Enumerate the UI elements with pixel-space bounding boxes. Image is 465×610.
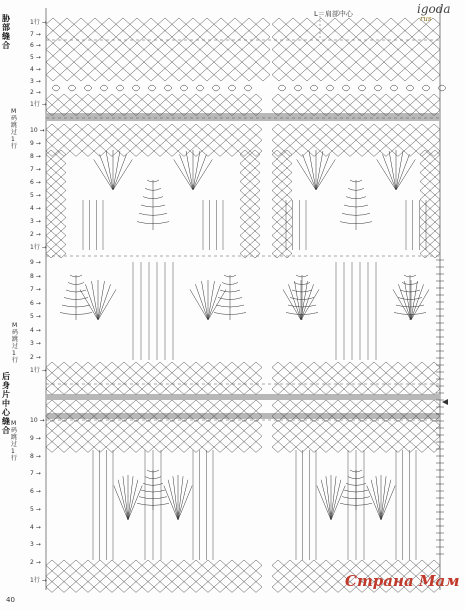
row-number: 2 → bbox=[30, 353, 41, 361]
fan-motif bbox=[367, 475, 395, 520]
row-number: 3 → bbox=[30, 218, 41, 225]
row-number: 4 → bbox=[30, 523, 41, 531]
row-number: 7 → bbox=[30, 286, 41, 293]
fan-motif bbox=[317, 475, 345, 520]
m-size-skip-label-2: M码跳过1行 bbox=[12, 322, 19, 364]
row-number: 5 → bbox=[30, 54, 41, 62]
row-number: 10 → bbox=[30, 127, 45, 134]
igoda-watermark: igoda bbox=[417, 2, 451, 16]
row-number: 1行 → bbox=[30, 19, 47, 26]
row-number: 10 → bbox=[30, 417, 45, 424]
stitch-pillars bbox=[296, 450, 316, 560]
pineapple-motif bbox=[137, 180, 169, 230]
lattice-mesh-b4 bbox=[46, 420, 262, 452]
stitch-pillars bbox=[83, 200, 103, 250]
row-number: 6 → bbox=[30, 42, 41, 50]
edge-mesh bbox=[46, 150, 66, 258]
row-number: 5 → bbox=[30, 505, 41, 513]
row-number: 8 → bbox=[30, 153, 41, 160]
stitch-pillars bbox=[286, 200, 306, 250]
fan-motif bbox=[283, 280, 319, 320]
edge-mesh bbox=[272, 150, 292, 258]
pineapple-motif bbox=[340, 180, 372, 230]
row-number: 4 → bbox=[30, 65, 41, 73]
row-number: 8 → bbox=[30, 272, 41, 280]
stitch-pillars bbox=[193, 450, 213, 560]
m-size-skip-label-3: M码跳过1行 bbox=[11, 420, 18, 462]
row-number: 7 → bbox=[30, 30, 41, 38]
fan-motif bbox=[164, 475, 192, 520]
lattice-mesh-b3 bbox=[272, 362, 440, 394]
lattice-mesh-b3 bbox=[46, 362, 262, 394]
row-number: 9 → bbox=[30, 434, 41, 442]
lattice-mesh-top bbox=[272, 18, 440, 81]
row-number: 1行 → bbox=[30, 577, 47, 584]
row-number: 6 → bbox=[30, 488, 41, 496]
pineapple-motif bbox=[340, 470, 372, 510]
row-number: 5 → bbox=[30, 313, 41, 320]
edge-mesh bbox=[240, 150, 260, 258]
strana-mam-logo: Страна Мам bbox=[345, 572, 460, 590]
lattice-mesh-lower bbox=[272, 94, 440, 116]
shell-row bbox=[278, 85, 446, 91]
stitch-pillars bbox=[203, 200, 223, 250]
m-size-skip-label-1: M码跳过1行 bbox=[11, 108, 18, 150]
back-center-seam-title: 后身片中心缝合 bbox=[2, 372, 10, 435]
pineapple-motif bbox=[214, 275, 246, 320]
row-number: 5 → bbox=[30, 192, 41, 199]
row-number: 2 → bbox=[30, 559, 41, 567]
row-number: 4 → bbox=[30, 205, 41, 212]
shaded-band bbox=[46, 113, 440, 121]
row-number: 6 → bbox=[30, 179, 41, 186]
row-number: 4 → bbox=[30, 326, 41, 334]
row-number: 9 → bbox=[30, 259, 41, 266]
shoulder-center-label: L＝肩部中心 bbox=[314, 10, 353, 18]
row-number: 1行 → bbox=[30, 367, 47, 374]
shell-row bbox=[52, 85, 252, 91]
row-number: 1行 → bbox=[30, 101, 47, 108]
lattice-mesh-b2 bbox=[272, 124, 440, 156]
lattice-mesh-lower bbox=[46, 94, 262, 116]
lattice-mesh-top bbox=[46, 18, 270, 81]
stitch-pillars bbox=[133, 262, 173, 360]
lattice-mesh-b4 bbox=[272, 420, 440, 452]
row-number: 8 → bbox=[30, 452, 41, 460]
row-number: 3 → bbox=[30, 77, 41, 85]
pineapple-motif bbox=[137, 470, 169, 510]
row-number: 2 → bbox=[30, 231, 41, 238]
shaded-band bbox=[46, 413, 440, 419]
row-number: 7 → bbox=[30, 166, 41, 173]
fan-motif bbox=[174, 150, 213, 190]
stitch-pillars bbox=[93, 450, 113, 560]
fan-motif bbox=[393, 280, 429, 320]
fan-motif bbox=[114, 475, 142, 520]
shaded-band bbox=[46, 394, 440, 400]
stitch-pillars bbox=[406, 200, 426, 250]
pineapple-motif bbox=[286, 275, 318, 320]
page-number: 40 bbox=[6, 596, 15, 604]
stitch-pillars bbox=[396, 450, 416, 560]
side-seam-title: 胁部缝合 bbox=[2, 14, 10, 50]
lattice-mesh-b2 bbox=[46, 124, 262, 156]
pineapple-motif bbox=[394, 275, 426, 320]
row-number: 2 → bbox=[30, 89, 41, 97]
row-number: 3 → bbox=[30, 340, 41, 347]
row-number: 1行 → bbox=[30, 244, 47, 251]
row-number: 7 → bbox=[30, 470, 41, 478]
row-number: 9 → bbox=[30, 140, 41, 147]
stitch-pillars bbox=[336, 262, 376, 360]
pineapple-motif bbox=[60, 275, 92, 320]
row-number: 6 → bbox=[30, 299, 41, 307]
edge-mesh bbox=[420, 150, 440, 258]
lattice-mesh-bottom bbox=[46, 560, 262, 592]
igoda-watermark-sub: rus bbox=[420, 15, 432, 23]
row-number: 3 → bbox=[30, 541, 41, 549]
